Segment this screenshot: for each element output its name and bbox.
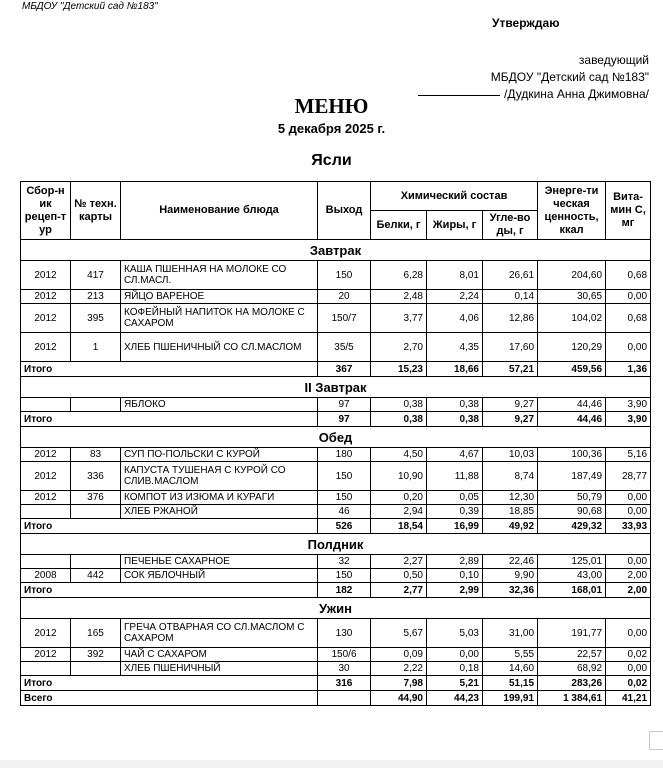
energy: 100,36 — [538, 448, 606, 462]
recipe-collection — [21, 398, 71, 412]
carbs: 12,30 — [483, 491, 538, 505]
table-row — [21, 619, 651, 648]
col-header-chem: Химический состав — [371, 182, 538, 211]
meal-header-row — [21, 240, 651, 261]
grand-total-label: Всего — [21, 691, 318, 706]
dish-name: СУП ПО-ПОЛЬСКИ С КУРОЙ — [121, 448, 318, 462]
approver-org: МБДОУ "Детский сад №183" — [490, 70, 649, 84]
fat: 0,05 — [427, 491, 483, 505]
total-vitc: 2,00 — [606, 583, 651, 598]
recipe-collection: 2012 — [21, 648, 71, 662]
table-row — [21, 448, 651, 462]
protein: 0,09 — [371, 648, 427, 662]
total-energy: 44,46 — [538, 412, 606, 427]
output: 180 — [318, 448, 371, 462]
output: 150 — [318, 462, 371, 491]
recipe-collection — [21, 662, 71, 676]
vitc: 3,90 — [606, 398, 651, 412]
dish-name: КОМПОТ ИЗ ИЗЮМА И КУРАГИ — [121, 491, 318, 505]
vitc: 0,00 — [606, 662, 651, 676]
protein: 0,20 — [371, 491, 427, 505]
fat: 0,38 — [427, 398, 483, 412]
approver-name: /Дудкина Анна Джимовна/ — [504, 87, 649, 101]
recipe-collection: 2012 — [21, 619, 71, 648]
col-header-card: № техн. карты — [71, 182, 121, 240]
total-label: Итого — [21, 362, 318, 377]
fat: 4,35 — [427, 333, 483, 362]
approver-position: заведующий — [578, 53, 649, 67]
total-row — [21, 362, 651, 377]
protein: 2,48 — [371, 290, 427, 304]
total-output: 97 — [318, 412, 371, 427]
output: 150 — [318, 261, 371, 290]
dish-name: ЯЙЦО ВАРЕНОЕ — [121, 290, 318, 304]
total-label: Итого — [21, 519, 318, 534]
vitc: 0,00 — [606, 619, 651, 648]
energy: 22,57 — [538, 648, 606, 662]
tech-card-number: 417 — [71, 261, 121, 290]
grand-total-fat: 44,23 — [427, 691, 483, 706]
table-row — [21, 261, 651, 290]
meal-header-row — [21, 534, 651, 555]
tech-card-number — [71, 662, 121, 676]
output: 32 — [318, 555, 371, 569]
recipe-collection: 2012 — [21, 261, 71, 290]
fat: 2,89 — [427, 555, 483, 569]
total-energy: 429,32 — [538, 519, 606, 534]
energy: 50,79 — [538, 491, 606, 505]
fat: 0,10 — [427, 569, 483, 583]
protein: 0,50 — [371, 569, 427, 583]
group-title: Ясли — [311, 152, 352, 169]
recipe-collection — [21, 505, 71, 519]
energy: 204,60 — [538, 261, 606, 290]
fat: 2,24 — [427, 290, 483, 304]
meal-title: Ужин — [21, 598, 651, 619]
vitc: 0,00 — [606, 505, 651, 519]
protein: 5,67 — [371, 619, 427, 648]
col-header-output: Выход — [318, 182, 371, 240]
carbs: 18,85 — [483, 505, 538, 519]
tech-card-number: 165 — [71, 619, 121, 648]
total-fat: 2,99 — [427, 583, 483, 598]
dish-name: КАПУСТА ТУШЕНАЯ С КУРОЙ СО СЛИВ.МАСЛОМ — [121, 462, 318, 491]
protein: 10,90 — [371, 462, 427, 491]
protein: 0,38 — [371, 398, 427, 412]
fat: 5,03 — [427, 619, 483, 648]
total-carbs: 49,92 — [483, 519, 538, 534]
total-vitc: 0,02 — [606, 676, 651, 691]
fat: 11,88 — [427, 462, 483, 491]
scroll-corner — [649, 731, 663, 750]
protein: 3,77 — [371, 304, 427, 333]
grand-total-output — [318, 691, 371, 706]
table-row — [21, 555, 651, 569]
carbs: 14,60 — [483, 662, 538, 676]
total-label: Итого — [21, 412, 318, 427]
table-row — [21, 662, 651, 676]
dish-name: ХЛЕБ ПШЕНИЧНЫЙ — [121, 662, 318, 676]
total-carbs: 57,21 — [483, 362, 538, 377]
output: 130 — [318, 619, 371, 648]
total-protein: 15,23 — [371, 362, 427, 377]
meal-title: Обед — [21, 427, 651, 448]
tech-card-number: 1 — [71, 333, 121, 362]
menu-table — [20, 181, 651, 706]
meal-header-row — [21, 427, 651, 448]
tech-card-number — [71, 505, 121, 519]
tech-card-number — [71, 398, 121, 412]
recipe-collection: 2012 — [21, 448, 71, 462]
carbs: 8,74 — [483, 462, 538, 491]
output: 150 — [318, 491, 371, 505]
energy: 120,29 — [538, 333, 606, 362]
total-output: 316 — [318, 676, 371, 691]
protein: 2,94 — [371, 505, 427, 519]
dish-name: ПЕЧЕНЬЕ САХАРНОЕ — [121, 555, 318, 569]
total-carbs: 32,36 — [483, 583, 538, 598]
energy: 44,46 — [538, 398, 606, 412]
carbs: 26,61 — [483, 261, 538, 290]
protein: 6,28 — [371, 261, 427, 290]
col-header-name: Наименование блюда — [121, 182, 318, 240]
table-row — [21, 569, 651, 583]
recipe-collection: 2012 — [21, 290, 71, 304]
protein: 4,50 — [371, 448, 427, 462]
approve-label: Утверждаю — [492, 16, 560, 30]
vitc: 0,02 — [606, 648, 651, 662]
menu-body — [21, 240, 651, 706]
col-header-carbs: Угле-во ды, г — [483, 211, 538, 240]
total-fat: 5,21 — [427, 676, 483, 691]
recipe-collection: 2012 — [21, 333, 71, 362]
total-vitc: 3,90 — [606, 412, 651, 427]
energy: 125,01 — [538, 555, 606, 569]
table-row — [21, 491, 651, 505]
meal-header-row — [21, 598, 651, 619]
total-label: Итого — [21, 676, 318, 691]
dish-name: КОФЕЙНЫЙ НАПИТОК НА МОЛОКЕ С САХАРОМ — [121, 304, 318, 333]
page-title: МЕНЮ — [294, 94, 369, 118]
vitc: 0,68 — [606, 261, 651, 290]
col-header-collection: Сбор-н ик рецеп-т ур — [21, 182, 71, 240]
grand-total-carbs: 199,91 — [483, 691, 538, 706]
dish-name: СОК ЯБЛОЧНЫЙ — [121, 569, 318, 583]
protein: 2,22 — [371, 662, 427, 676]
total-protein: 18,54 — [371, 519, 427, 534]
carbs: 9,90 — [483, 569, 538, 583]
grand-total-protein: 44,90 — [371, 691, 427, 706]
table-row — [21, 290, 651, 304]
total-row — [21, 676, 651, 691]
fat: 4,67 — [427, 448, 483, 462]
carbs: 0,14 — [483, 290, 538, 304]
fat: 4,06 — [427, 304, 483, 333]
tech-card-number: 395 — [71, 304, 121, 333]
carbs: 5,55 — [483, 648, 538, 662]
total-vitc: 33,93 — [606, 519, 651, 534]
carbs: 31,00 — [483, 619, 538, 648]
output: 46 — [318, 505, 371, 519]
protein: 2,70 — [371, 333, 427, 362]
total-protein: 7,98 — [371, 676, 427, 691]
energy: 30,65 — [538, 290, 606, 304]
org-name-top: МБДОУ "Детский сад №183" — [22, 1, 158, 12]
total-fat: 0,38 — [427, 412, 483, 427]
carbs: 12,86 — [483, 304, 538, 333]
col-header-vitc: Вита-мин С, мг — [606, 182, 651, 240]
dish-name: ГРЕЧА ОТВАРНАЯ СО СЛ.МАСЛОМ С САХАРОМ — [121, 619, 318, 648]
col-header-energy: Энерге-ти ческая ценность, ккал — [538, 182, 606, 240]
menu-date: 5 декабря 2025 г. — [277, 121, 386, 136]
carbs: 22,46 — [483, 555, 538, 569]
total-output: 182 — [318, 583, 371, 598]
total-vitc: 1,36 — [606, 362, 651, 377]
carbs: 10,03 — [483, 448, 538, 462]
table-row — [21, 304, 651, 333]
table-row — [21, 648, 651, 662]
tech-card-number: 442 — [71, 569, 121, 583]
meal-title: II Завтрак — [21, 377, 651, 398]
vitc: 28,77 — [606, 462, 651, 491]
dish-name: ЧАЙ С САХАРОМ — [121, 648, 318, 662]
vitc: 0,00 — [606, 333, 651, 362]
grand-total-vitc: 41,21 — [606, 691, 651, 706]
total-protein: 2,77 — [371, 583, 427, 598]
total-protein: 0,38 — [371, 412, 427, 427]
table-row — [21, 333, 651, 362]
fat: 0,39 — [427, 505, 483, 519]
dish-name: ХЛЕБ РЖАНОЙ — [121, 505, 318, 519]
output: 20 — [318, 290, 371, 304]
vitc: 2,00 — [606, 569, 651, 583]
carbs: 17,60 — [483, 333, 538, 362]
output: 150 — [318, 569, 371, 583]
col-header-fat: Жиры, г — [427, 211, 483, 240]
vitc: 5,16 — [606, 448, 651, 462]
meal-title: Полдник — [21, 534, 651, 555]
fat: 0,00 — [427, 648, 483, 662]
total-energy: 459,56 — [538, 362, 606, 377]
recipe-collection: 2012 — [21, 462, 71, 491]
output: 150/7 — [318, 304, 371, 333]
grand-total-energy: 1 384,61 — [538, 691, 606, 706]
meal-title: Завтрак — [21, 240, 651, 261]
output: 97 — [318, 398, 371, 412]
energy: 90,68 — [538, 505, 606, 519]
grand-total-row — [21, 691, 651, 706]
total-fat: 18,66 — [427, 362, 483, 377]
tech-card-number: 213 — [71, 290, 121, 304]
vitc: 0,68 — [606, 304, 651, 333]
total-energy: 283,26 — [538, 676, 606, 691]
tech-card-number: 376 — [71, 491, 121, 505]
tech-card-number — [71, 555, 121, 569]
tech-card-number: 392 — [71, 648, 121, 662]
table-row — [21, 462, 651, 491]
recipe-collection: 2012 — [21, 304, 71, 333]
meal-header-row — [21, 377, 651, 398]
total-row — [21, 583, 651, 598]
fat: 8,01 — [427, 261, 483, 290]
energy: 191,77 — [538, 619, 606, 648]
total-row — [21, 519, 651, 534]
carbs: 9,27 — [483, 398, 538, 412]
output: 150/6 — [318, 648, 371, 662]
output: 35/5 — [318, 333, 371, 362]
total-carbs: 51,15 — [483, 676, 538, 691]
dish-name: ЯБЛОКО — [121, 398, 318, 412]
tech-card-number: 336 — [71, 462, 121, 491]
energy: 187,49 — [538, 462, 606, 491]
energy: 104,02 — [538, 304, 606, 333]
total-output: 526 — [318, 519, 371, 534]
output: 30 — [318, 662, 371, 676]
recipe-collection: 2012 — [21, 491, 71, 505]
total-energy: 168,01 — [538, 583, 606, 598]
vitc: 0,00 — [606, 555, 651, 569]
protein: 2,27 — [371, 555, 427, 569]
bottom-band — [0, 760, 663, 768]
table-row — [21, 398, 651, 412]
recipe-collection: 2008 — [21, 569, 71, 583]
tech-card-number: 83 — [71, 448, 121, 462]
table-row — [21, 505, 651, 519]
dish-name: КАША ПШЕННАЯ НА МОЛОКЕ СО СЛ.МАСЛ. — [121, 261, 318, 290]
fat: 0,18 — [427, 662, 483, 676]
vitc: 0,00 — [606, 491, 651, 505]
recipe-collection — [21, 555, 71, 569]
vitc: 0,00 — [606, 290, 651, 304]
total-output: 367 — [318, 362, 371, 377]
energy: 43,00 — [538, 569, 606, 583]
col-header-protein: Белки, г — [371, 211, 427, 240]
total-fat: 16,99 — [427, 519, 483, 534]
total-row — [21, 412, 651, 427]
dish-name: ХЛЕБ ПШЕНИЧНЫЙ СО СЛ.МАСЛОМ — [121, 333, 318, 362]
total-label: Итого — [21, 583, 318, 598]
total-carbs: 9,27 — [483, 412, 538, 427]
energy: 68,92 — [538, 662, 606, 676]
